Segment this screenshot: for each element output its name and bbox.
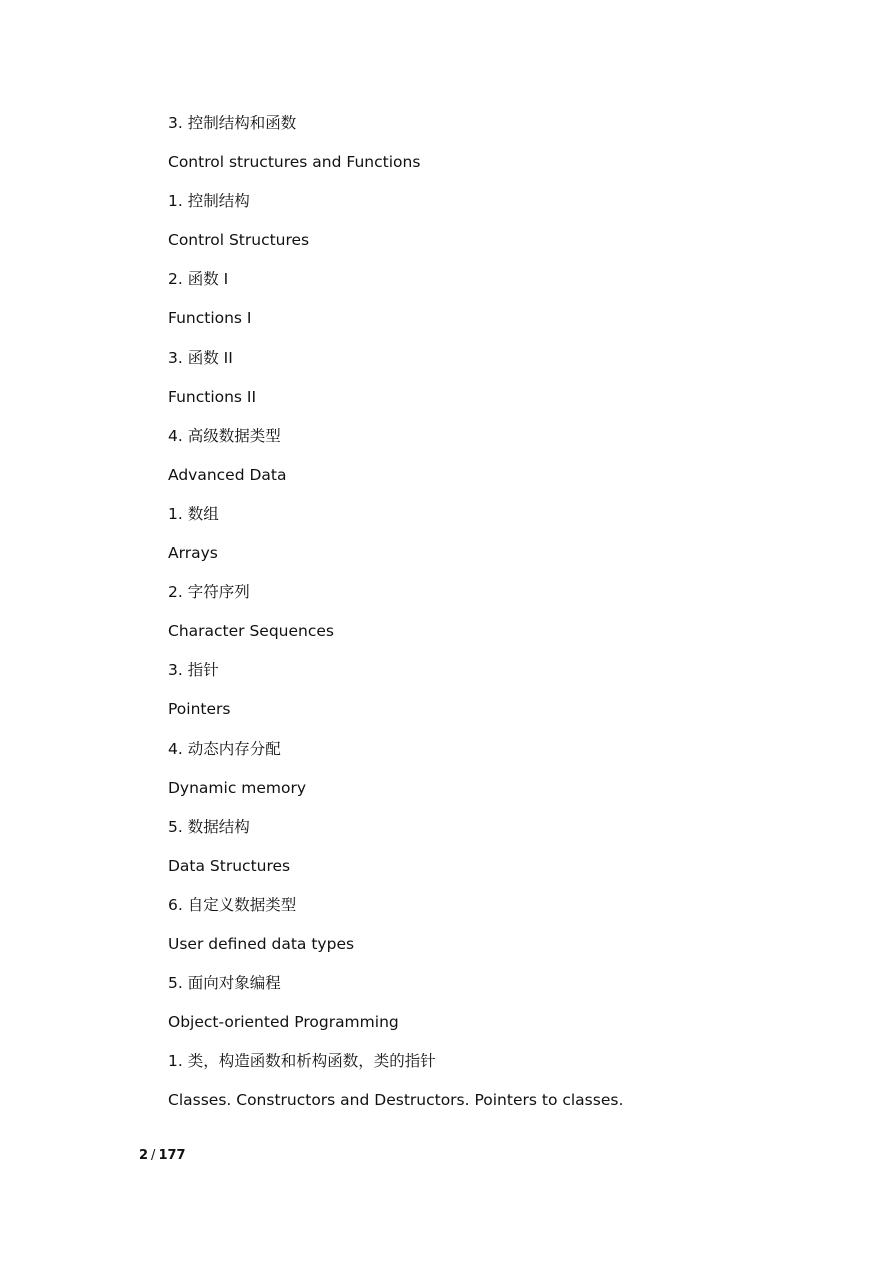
page-separator: / [151, 1148, 156, 1163]
table-of-contents [168, 108, 623, 1124]
toc-item: Object-oriented Programming [168, 1013, 399, 1032]
total-page-count: 177 [158, 1148, 186, 1163]
toc-item: 1. 类，构造函数和析构函数，类的指针 [168, 1052, 436, 1071]
page-number [139, 1146, 186, 1166]
toc-item: 5. 数据结构 [168, 817, 250, 836]
toc-item: 3. 函数 II [168, 348, 233, 367]
toc-item: Character Sequences [168, 622, 334, 641]
toc-item: Advanced Data [168, 465, 287, 484]
toc-item: 4. 动态内存分配 [168, 739, 281, 758]
toc-item: Data Structures [168, 856, 291, 875]
toc-item: Dynamic memory [168, 778, 307, 797]
toc-item: Functions I [168, 309, 252, 328]
toc-item: Control Structures [168, 231, 310, 250]
toc-item: 2. 字符序列 [168, 583, 250, 602]
toc-item: Classes. Constructors and Destructors. Pointers to classes. [168, 1091, 624, 1110]
toc-item: 3. 控制结构和函数 [168, 114, 297, 132]
toc-item: Pointers [168, 700, 231, 719]
toc-item: 5. 面向对象编程 [168, 974, 281, 993]
toc-item: 6. 自定义数据类型 [168, 895, 297, 914]
toc-item: Arrays [168, 544, 218, 563]
toc-item: Control structures and Functions [168, 153, 421, 172]
toc-item: 3. 指针 [168, 661, 219, 680]
toc-item: 4. 高级数据类型 [168, 426, 281, 445]
toc-item: 1. 控制结构 [168, 192, 250, 211]
current-page-number: 2 [139, 1148, 149, 1163]
toc-item: 2. 函数 I [168, 270, 229, 289]
toc-item: 1. 数组 [168, 504, 219, 523]
toc-item: Functions II [168, 387, 257, 406]
toc-item: User defined data types [168, 934, 355, 953]
